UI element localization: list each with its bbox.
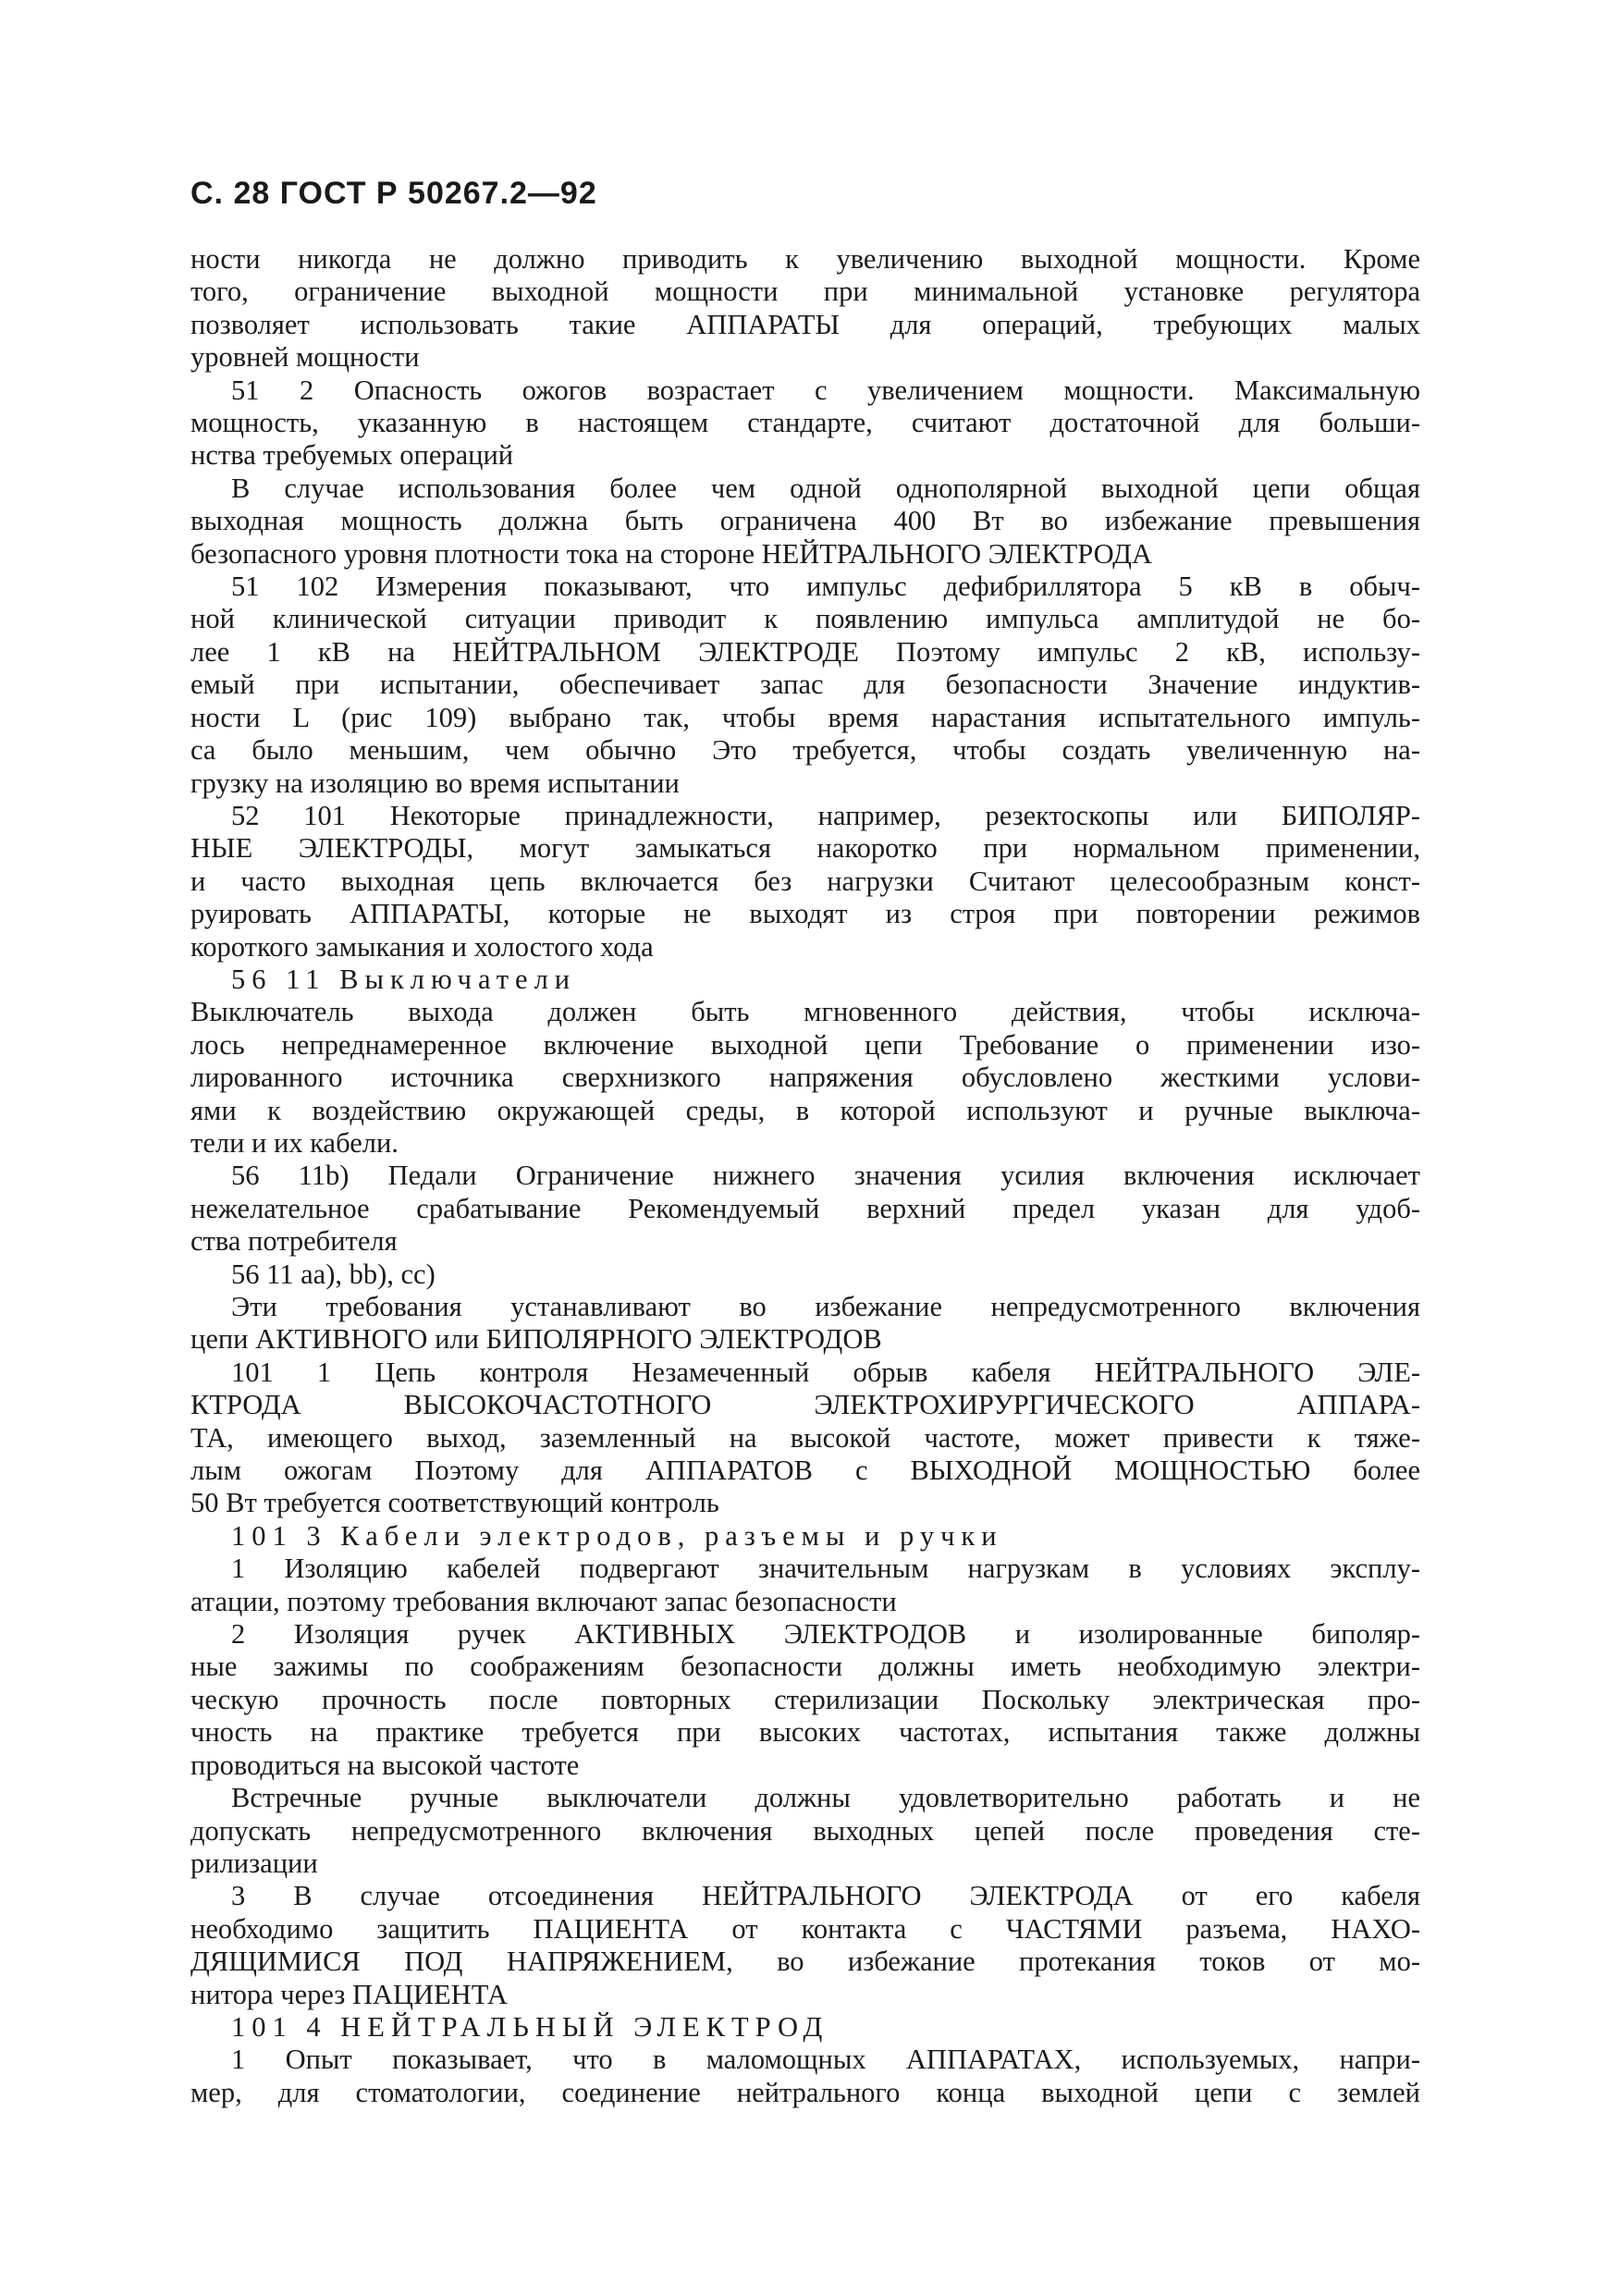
- text-line: проводиться на высокой частоте: [190, 1749, 580, 1781]
- text-line: нежелательное срабатывание Рекомендуемый верхний предел указан для удоб-: [190, 1192, 1420, 1224]
- paragraph: [190, 996, 1420, 1160]
- text-line: безопасного уровня плотности тока на стороне НЕЙТРАЛЬНОГО ЭЛЕКТРОДА: [190, 537, 1152, 570]
- text-line: лось непреднамеренное включение выходной цепи Требование о применении изо-: [190, 1028, 1420, 1061]
- text-line: цепи АКТИВНОГО или БИПОЛЯРНОГО ЭЛЕКТРОДОВ: [190, 1323, 882, 1356]
- document-body: [190, 243, 1420, 2109]
- paragraph: [190, 964, 1420, 996]
- text-line: 1 Изоляцию кабелей подвергают значительным нагрузкам в условиях эксплу-: [231, 1553, 1420, 1585]
- paragraph: [190, 2011, 1420, 2044]
- text-line: тели и их кабели.: [190, 1126, 399, 1159]
- text-line: мощность, указанную в настоящем стандарте, считают достаточной для больши-: [190, 407, 1420, 439]
- text-line: уровней мощности: [190, 341, 420, 374]
- text-line: 52 101 Некоторые принадлежности, например, резектоскопы или БИПОЛЯР-: [231, 799, 1420, 831]
- text-line: Эти требования устанавливают во избежание непредусмотренного включения: [231, 1291, 1420, 1322]
- text-line: ной клинической ситуации приводит к появлению импульса амплитудой не бо-: [190, 603, 1420, 635]
- text-line: ческую прочность после повторных стерилизации Поскольку электрическая про-: [190, 1683, 1420, 1715]
- text-line: того, ограничение выходной мощности при минимальной установке регулятора: [190, 276, 1420, 308]
- text-line: Выключатель выхода должен быть мгновенного действия, чтобы исключа-: [190, 996, 1420, 1028]
- text-line: 3 В случае отсоединения НЕЙТРАЛЬНОГО ЭЛЕКТРОДА от его кабеля: [231, 1880, 1420, 1912]
- page-header: С. 28 ГОСТ Р 50267.2—92: [190, 176, 597, 211]
- text-line: ности никогда не должно приводить к увеличению выходной мощности. Кроме: [190, 243, 1420, 275]
- text-line: 101 4 НЕЙТРАЛЬНЫЙ ЭЛЕКТРОД: [231, 2010, 829, 2043]
- paragraph: [190, 1782, 1420, 1880]
- text-line: 1 Опыт показывает, что в маломощных АППАРАТАХ, используемых, напри-: [231, 2044, 1420, 2076]
- paragraph: [190, 243, 1420, 374]
- paragraph: [190, 473, 1420, 571]
- paragraph: [190, 2044, 1420, 2109]
- paragraph: [190, 374, 1420, 473]
- text-line: допускать непредусмотренного включения выходных цепей после проведения сте-: [190, 1814, 1420, 1847]
- text-line: лым ожогам Поэтому для АППАРАТОВ с ВЫХОДНОЙ МОЩНОСТЬЮ более: [190, 1455, 1420, 1487]
- text-line: рилизации: [190, 1847, 318, 1879]
- text-line: нства требуемых операций: [190, 439, 514, 472]
- document-page: [190, 176, 1420, 2109]
- text-line: ные зажимы по соображениям безопасности должны иметь необходимую электри-: [190, 1651, 1420, 1683]
- paragraph: [190, 571, 1420, 800]
- text-line: короткого замыкания и холостого хода: [190, 930, 654, 963]
- text-line: Встречные ручные выключатели должны удовлетворительно работать и не: [231, 1782, 1420, 1814]
- text-line: ности L (рис 109) выбрано так, чтобы время нарастания испытательного импуль-: [190, 701, 1420, 733]
- text-line: 2 Изоляция ручек АКТИВНЫХ ЭЛЕКТРОДОВ и изолированные биполяр-: [231, 1618, 1420, 1651]
- text-line: мер, для стоматологии, соединение нейтрального конца выходной цепи с землей: [190, 2076, 1420, 2108]
- text-line: ТА, имеющего выход, заземленный на высокой частоте, может привести к тяже-: [190, 1421, 1420, 1454]
- text-line: нитора через ПАЦИЕНТА: [190, 1978, 508, 2010]
- text-line: необходимо защитить ПАЦИЕНТА от контакта с ЧАСТЯМИ разъема, НАХО-: [190, 1912, 1420, 1945]
- text-line: и часто выходная цепь включается без нагрузки Считают целесообразным конст-: [190, 865, 1420, 897]
- text-line: 50 Вт требуется соответствующий контроль: [190, 1487, 719, 1519]
- text-line: 51 2 Опасность ожогов возрастает с увеличением мощности. Максимальную: [231, 374, 1420, 406]
- text-line: НЫЕ ЭЛЕКТРОДЫ, могут замыкаться накоротко при нормальном применении,: [190, 832, 1420, 865]
- text-line: чность на практике требуется при высоких частотах, испытания также должны: [190, 1716, 1420, 1749]
- text-line: 56 11 Выключатели: [231, 963, 577, 995]
- paragraph: [190, 800, 1420, 964]
- paragraph: [190, 1259, 1420, 1291]
- text-line: емый при испытании, обеспечивает запас для безопасности Значение индуктив-: [190, 669, 1420, 701]
- text-line: КТРОДА ВЫСОКОЧАСТОТНОГО ЭЛЕКТРОХИРУРГИЧЕСКОГО АППАРА-: [190, 1389, 1420, 1421]
- text-line: ями к воздействию окружающей среды, в которой используют и ручные выключа-: [190, 1094, 1420, 1126]
- paragraph: [190, 1357, 1420, 1520]
- paragraph: [190, 1553, 1420, 1618]
- text-line: 101 3 Кабели электродов, разъемы и ручки: [231, 1519, 1003, 1552]
- text-line: позволяет использовать такие АППАРАТЫ для операций, требующих малых: [190, 308, 1420, 340]
- text-line: руировать АППАРАТЫ, которые не выходят из строя при повторении режимов: [190, 898, 1420, 930]
- text-line: 51 102 Измерения показывают, что импульс дефибриллятора 5 кВ в обыч-: [231, 571, 1420, 603]
- text-line: В случае использования более чем одной однополярной выходной цепи общая: [231, 472, 1420, 504]
- paragraph: [190, 1618, 1420, 1782]
- text-line: 56 11b) Педали Ограничение нижнего значения усилия включения исключает: [231, 1160, 1420, 1192]
- paragraph: [190, 1880, 1420, 2011]
- text-line: атации, поэтому требования включают запас безопасности: [190, 1585, 897, 1617]
- text-line: выходная мощность должна быть ограничена 400 Вт во избежание превышения: [190, 505, 1420, 537]
- text-line: 56 11 aa), bb), cc): [231, 1258, 436, 1290]
- text-line: са было меньшим, чем обычно Это требуется, чтобы создать увеличенную на-: [190, 734, 1420, 767]
- text-line: ства потребителя: [190, 1225, 398, 1258]
- paragraph: [190, 1520, 1420, 1553]
- paragraph: [190, 1160, 1420, 1258]
- paragraph: [190, 1291, 1420, 1357]
- text-line: 101 1 Цепь контроля Незамеченный обрыв кабеля НЕЙТРАЛЬНОГО ЭЛЕ-: [231, 1356, 1420, 1388]
- text-line: лее 1 кВ на НЕЙТРАЛЬНОМ ЭЛЕКТРОДЕ Поэтому импульс 2 кВ, использу-: [190, 635, 1420, 668]
- text-line: ДЯЩИМИСЯ ПОД НАПРЯЖЕНИЕМ, во избежание протекания токов от мо-: [190, 1946, 1420, 1978]
- text-line: лированного источника сверхнизкого напряжения обусловлено жесткими услови-: [190, 1062, 1420, 1094]
- text-line: грузку на изоляцию во время испытании: [190, 767, 680, 799]
